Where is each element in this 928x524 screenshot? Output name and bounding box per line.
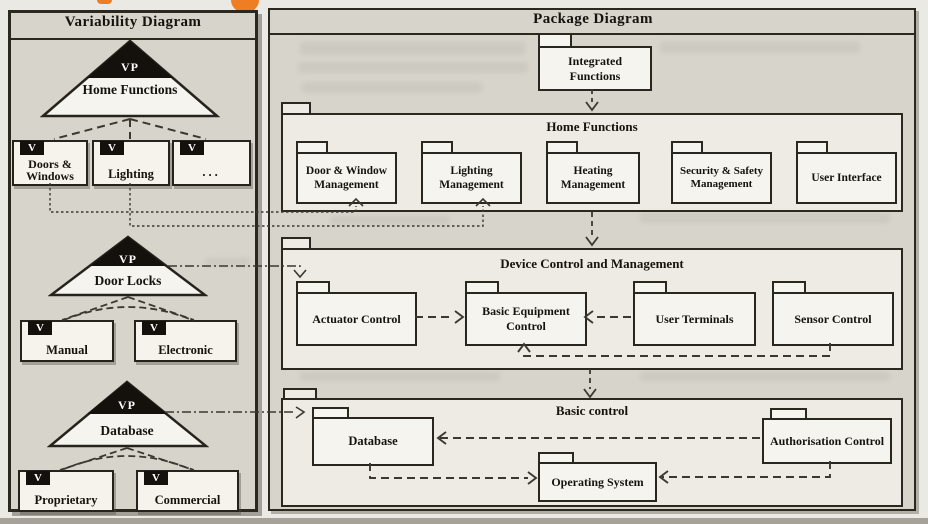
v-badge: V bbox=[142, 321, 166, 335]
orange-artifact bbox=[97, 0, 112, 4]
vp-triangle-home-functions bbox=[40, 37, 220, 119]
bleedthrough-smudge bbox=[330, 216, 450, 225]
variant-box-doors-windows bbox=[12, 140, 88, 186]
bleedthrough-smudge bbox=[205, 258, 250, 266]
package-user-terminals: User Terminals bbox=[633, 292, 756, 346]
variant-box-manual bbox=[20, 320, 114, 362]
container-device-control: Device Control and Management bbox=[281, 248, 903, 370]
package-lighting-management: Lighting Management bbox=[421, 152, 522, 204]
package-integrated-functions: Integrated Functions bbox=[538, 46, 652, 91]
container-home-functions: Home Functions bbox=[281, 113, 903, 212]
vp-badge: VP bbox=[119, 252, 137, 266]
package-actuator-control: Actuator Control bbox=[296, 292, 417, 346]
v-badge: V bbox=[20, 141, 44, 155]
variant-box-proprietary bbox=[18, 470, 114, 512]
page-bottom-edge bbox=[0, 518, 928, 524]
package-sensor-control: Sensor Control bbox=[772, 292, 894, 346]
variant-label: Doors & Windows bbox=[26, 156, 74, 184]
package-database: Database bbox=[312, 417, 434, 466]
bleedthrough-smudge bbox=[300, 372, 500, 381]
container-basic-control: Basic control bbox=[281, 398, 903, 507]
variant-label: ... bbox=[202, 164, 221, 179]
vp-name-home-functions: Home Functions bbox=[82, 82, 178, 97]
vp-badge: VP bbox=[121, 60, 139, 74]
variant-box-lighting bbox=[92, 140, 170, 186]
bleedthrough-smudge bbox=[660, 42, 860, 53]
v-badge: V bbox=[26, 471, 50, 485]
variant-label: Commercial bbox=[154, 492, 221, 507]
package-heating-management: Heating Management bbox=[546, 152, 640, 204]
package-door-window-management: Door & Window Management bbox=[296, 152, 397, 204]
package-basic-equipment-control: Basic Equipment Control bbox=[465, 292, 587, 346]
variant-label: Manual bbox=[46, 342, 88, 357]
variant-label: Proprietary bbox=[34, 492, 98, 507]
variant-box-electronic bbox=[134, 320, 237, 362]
variant-box-ellipsis bbox=[172, 140, 251, 186]
vp-badge: VP bbox=[118, 398, 136, 412]
package-operating-system: Operating System bbox=[538, 462, 657, 502]
vp-name-door-locks: Door Locks bbox=[94, 273, 162, 288]
vp-name-database: Database bbox=[100, 423, 154, 438]
variability-panel-title: Variability Diagram bbox=[64, 14, 202, 30]
bleedthrough-smudge bbox=[640, 213, 890, 223]
v-badge: V bbox=[180, 141, 204, 155]
package-user-interface: User Interface bbox=[796, 152, 897, 204]
package-security-safety-management: Security & Safety Management bbox=[671, 152, 772, 204]
v-badge: V bbox=[28, 321, 52, 335]
bleedthrough-smudge bbox=[300, 42, 525, 55]
v-badge: V bbox=[144, 471, 168, 485]
package-panel-title: Package Diagram bbox=[533, 11, 653, 27]
bleedthrough-smudge bbox=[298, 62, 528, 73]
package-authorisation-control: Authorisation Control bbox=[762, 418, 892, 464]
title-divider bbox=[270, 33, 914, 35]
variant-label: Electronic bbox=[158, 342, 213, 357]
variant-box-commercial bbox=[136, 470, 239, 512]
bleedthrough-smudge bbox=[640, 372, 890, 381]
variant-label: Lighting bbox=[108, 166, 154, 181]
bleedthrough-smudge bbox=[302, 82, 482, 93]
v-badge: V bbox=[100, 141, 124, 155]
